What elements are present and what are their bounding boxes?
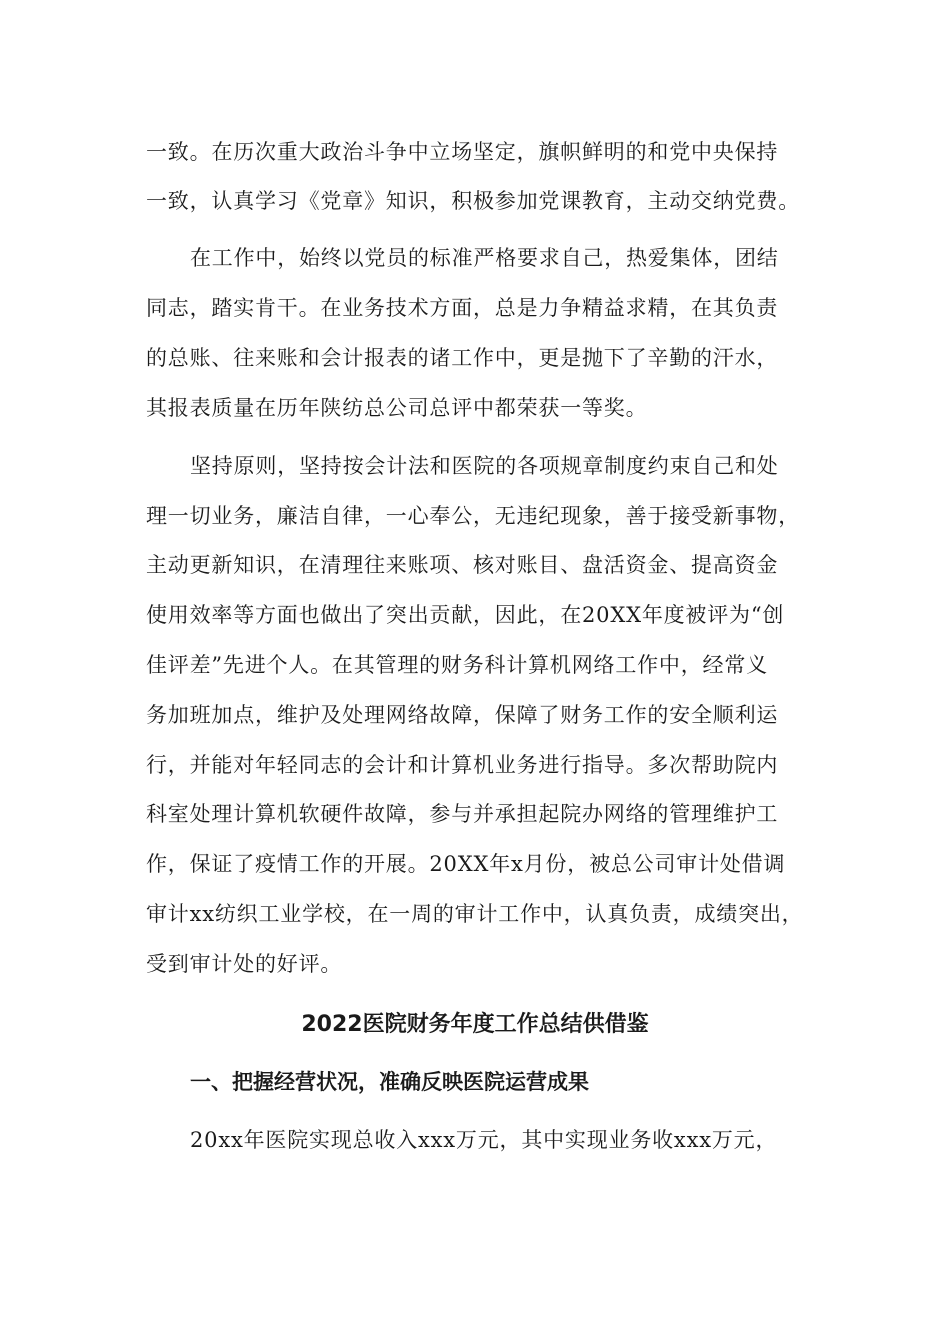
paragraph-4-line-1: 20xx年医院实现总收入xxx万元，其中实现业务收xxx万元， (190, 1128, 778, 1152)
paragraph-1-line-1: 一致。在历次重大政治斗争中立场坚定，旗帜鲜明的和党中央保持 (146, 140, 779, 164)
paragraph-3-line-2: 理一切业务，廉洁自律，一心奉公，无违纪现象，善于接受新事物， (146, 504, 800, 528)
paragraph-2-line-4: 其报表质量在历年陕纺总公司总评中都荣获一等奖。 (146, 396, 648, 420)
paragraph-2-line-1: 在工作中，始终以党员的标准严格要求自己，热爱集体，团结 (190, 246, 779, 270)
paragraph-2-line-2: 同志，踏实肯干。在业务技术方面，总是力争精益求精，在其负责 (146, 296, 779, 320)
paragraph-2-line-3: 的总账、往来账和会计报表的诸工作中，更是抛下了辛勤的汗水， (146, 346, 779, 370)
paragraph-1-line-2: 一致，认真学习《党章》知识，积极参加党课教育，主动交纳党费。 (146, 189, 800, 213)
section-heading: 一、把握经营状况，准确反映医院运营成果 (190, 1070, 589, 1094)
paragraph-3-line-6: 务加班加点，维护及处理网络故障，保障了财务工作的安全顺利运 (146, 703, 779, 727)
paragraph-3-line-1: 坚持原则，坚持按会计法和医院的各项规章制度约束自己和处 (190, 454, 779, 478)
paragraph-3-line-10: 审计xx纺织工业学校，在一周的审计工作中，认真负责，成绩突出， (146, 902, 804, 926)
paragraph-3-line-7: 行，并能对年轻同志的会计和计算机业务进行指导。多次帮助院内 (146, 753, 779, 777)
paragraph-3-line-8: 科室处理计算机软硬件故障，参与并承担起院办网络的管理维护工 (146, 802, 779, 826)
paragraph-3-line-11: 受到审计处的好评。 (146, 952, 343, 976)
document-title: 2022医院财务年度工作总结供借鉴 (301, 1012, 649, 1037)
paragraph-3-line-9: 作，保证了疫情工作的开展。20XX年x月份，被总公司审计处借调 (146, 852, 786, 876)
paragraph-3-line-3: 主动更新知识，在清理往来账项、核对账目、盘活资金、提高资金 (146, 553, 779, 577)
paragraph-3-line-4: 使用效率等方面也做出了突出贡献，因此，在20XX年度被评为“创 (146, 603, 785, 627)
paragraph-3-line-5: 佳评差”先进个人。在其管理的财务科计算机网络工作中，经常义 (146, 653, 768, 677)
